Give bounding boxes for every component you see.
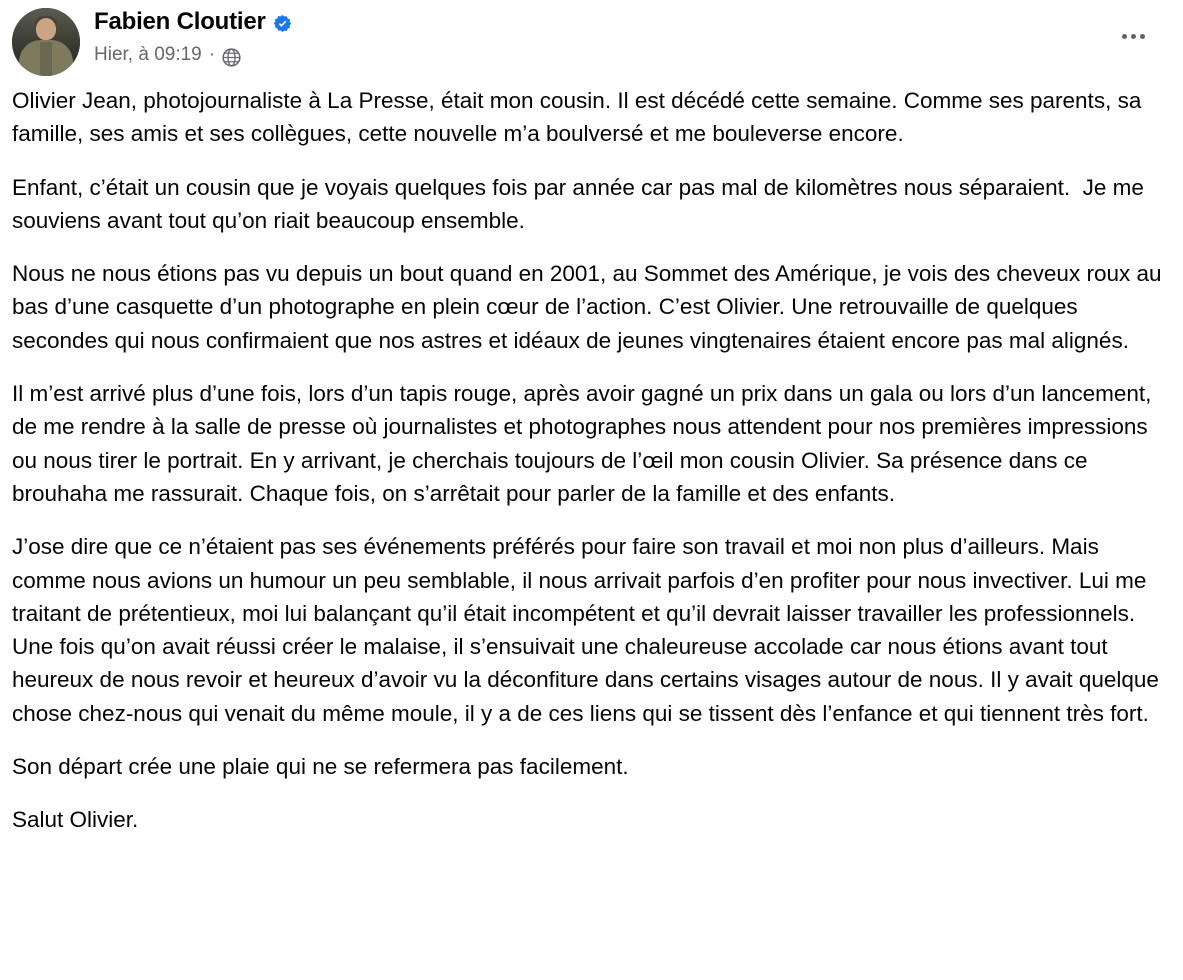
globe-icon[interactable] bbox=[222, 48, 241, 67]
author-name[interactable]: Fabien Cloutier bbox=[94, 8, 266, 35]
post-paragraph: Son départ crée une plaie qui ne se refermera pas facilement. bbox=[12, 754, 629, 780]
avatar[interactable] bbox=[12, 8, 80, 76]
post-timestamp[interactable]: Hier, à 09:19 bbox=[94, 44, 202, 65]
avatar-body bbox=[19, 40, 73, 76]
post-paragraph: Il m’est arrivé plus d’une fois, lors d’un tapis rouge, après avoir gagné un prix dans un gala ou lors d’un lancement, de me rendre à la salle de presse où journalistes et photographes nous attendent pour nos premières impressions ou nous tirer le portrait. En y arrivant, je cherchais toujours de l’œil mon cousin Olivier. Sa présence dans ce brouhaha me rassurait. Chaque fois, on s’arrêtait pour parler de la famille et des enfants. bbox=[12, 381, 1158, 506]
ellipsis-icon bbox=[1122, 34, 1145, 39]
post-body bbox=[12, 76, 1171, 837]
post-header-text bbox=[94, 8, 292, 66]
post-options-button[interactable] bbox=[1113, 16, 1153, 56]
avatar-head bbox=[36, 18, 56, 40]
verified-badge-icon bbox=[273, 14, 292, 33]
post-paragraph: Salut Olivier. bbox=[12, 807, 139, 833]
post-paragraph: Olivier Jean, photojournaliste à La Presse, était mon cousin. Il est décédé cette semaine. Comme ses parents, sa famille, ses amis et ses collègues, cette nouvelle m’a boulversé et me bouleverse encore. bbox=[12, 88, 1148, 147]
post-header bbox=[12, 0, 1171, 76]
post-paragraph: J’ose dire que ce n’étaient pas ses événements préférés pour faire son travail et moi non plus d’ailleurs. Mais comme nous avions un humour un peu semblable, il nous arrivait parfois d’en profiter pour nous invectiver. Lui me traitant de prétentieux, moi lui balançant qu’il était incompétent et qu’il devrait laisser travailler les professionnels. Une fois qu’on avait réussi créer le malaise, il s’ensuivait une chaleureuse accolade car nous étions avant tout heureux de nous revoir et heureux d’avoir vu la déconfiture dans certains visages autour de nous. Il y avait quelque chose chez-nous qui venait du même moule, il y a de ces liens qui se tissent dès l’enfance et qui tiennent très fort. bbox=[12, 534, 1166, 726]
meta-separator: · bbox=[208, 44, 216, 65]
post-paragraph: Nous ne nous étions pas vu depuis un bout quand en 2001, au Sommet des Amérique, je vois des cheveux roux au bas d’une casquette d’un photographe en plein cœur de l’action. C’est Olivier. Une retrouvaille de quelques secondes qui nous confirmaient que nos astres et idéaux de jeunes vingtenaires étaient encore pas mal alignés. bbox=[12, 261, 1168, 353]
post-paragraph: Enfant, c’était un cousin que je voyais quelques fois par année car pas mal de kilomètres nous séparaient. Je me souviens avant tout qu’on riait beaucoup ensemble. bbox=[12, 174, 1151, 233]
author-row bbox=[94, 10, 292, 34]
post-meta bbox=[94, 44, 292, 66]
